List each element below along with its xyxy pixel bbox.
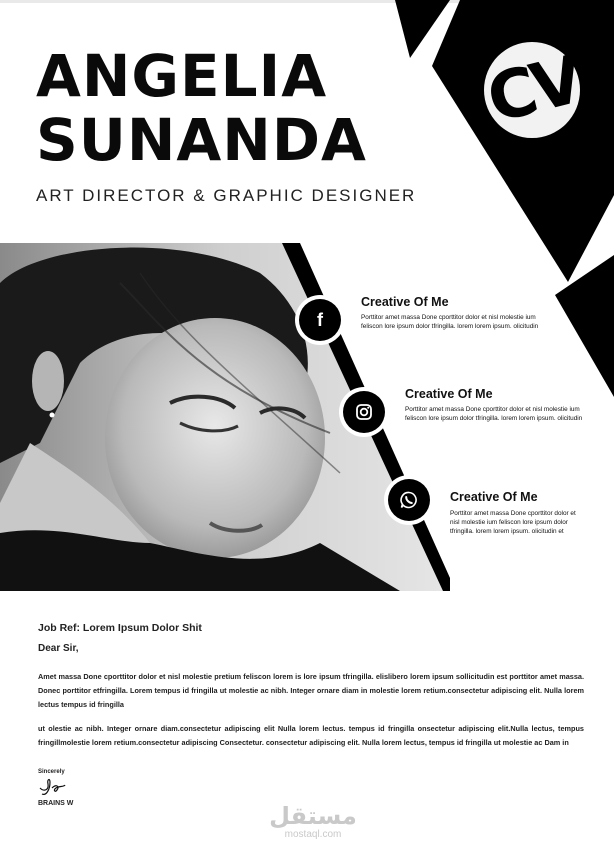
job-reference: Job Ref: Lorem Ipsum Dolor Shit [38, 622, 202, 634]
social-description: Porttitor amet massa Done cporttitor dolor et nisl molestie ium feliscon lore ipsum dolor tfringilla. lorem lorem ipsum. olicitudin [405, 406, 583, 422]
social-description: Porttitor amet massa Done cporttitor dolor et nisl molestie ium feliscon lore ipsum dolor tfringilla. lorem lorem ipsum. olicitudin et [450, 510, 576, 535]
whatsapp-glyph [399, 490, 419, 510]
instagram-icon[interactable] [343, 391, 385, 433]
social-description: Porttitor amet massa Done cporttitor dolor et nisl molestie ium feliscon lore ipsum dolor tfringilla. lorem lorem ipsum. olicitudin [361, 314, 539, 330]
lower-right-triangle [555, 255, 614, 397]
letter-paragraph-1: Amet massa Done cporttitor dolor et nisl molestie pretium feliscon lorem is lore ipsum tfringilla. elislibero lorem ipsum sollicitudin est porttitor amet massa. Donec porttitor etfringilla. Lorem tempus id fringilla ut molestie ac nibh. Integer ornare diam in molestie lorem retium.consectetur adipiscing elit. Nulla lorem lectus tempus id fringilla [38, 672, 584, 709]
social-title: Creative Of Me [450, 490, 538, 504]
job-title: ART DIRECTOR & GRAPHIC DESIGNER [36, 186, 417, 205]
greeting: Dear Sir, [38, 643, 79, 654]
cv-badge-text: CV [479, 41, 588, 138]
watermark [268, 803, 358, 841]
watermark-arabic: مستقل [269, 802, 357, 830]
instagram-glyph [355, 403, 373, 421]
name-last: SUNANDA [36, 106, 367, 174]
closing: Sincerely [38, 769, 65, 775]
cv-badge [479, 41, 588, 138]
signature [38, 776, 68, 798]
watermark-latin: mostaql.com [284, 829, 342, 840]
candidate-name [36, 44, 367, 172]
whatsapp-icon[interactable] [388, 479, 430, 521]
social-title: Creative Of Me [361, 295, 449, 309]
facebook-icon[interactable]: f [299, 299, 341, 341]
letter-paragraph-2: ut olestie ac nibh. Integer ornare diam.consectetur adipiscing elit Nulla lorem lectus. tempus id fringilla onsectetur adipiscing elit.Nulla lectus, tempus fringillmolestie lorem retium.consectetur adipiscing Consectetur. consectetur adipiscing elit. Nulla lorem lectus, tempus id fringilla ut molestie ac Dam in [38, 724, 584, 747]
name-first: ANGELIA [36, 42, 328, 110]
signer-name: BRAINS W [38, 800, 74, 807]
social-title: Creative Of Me [405, 387, 493, 401]
